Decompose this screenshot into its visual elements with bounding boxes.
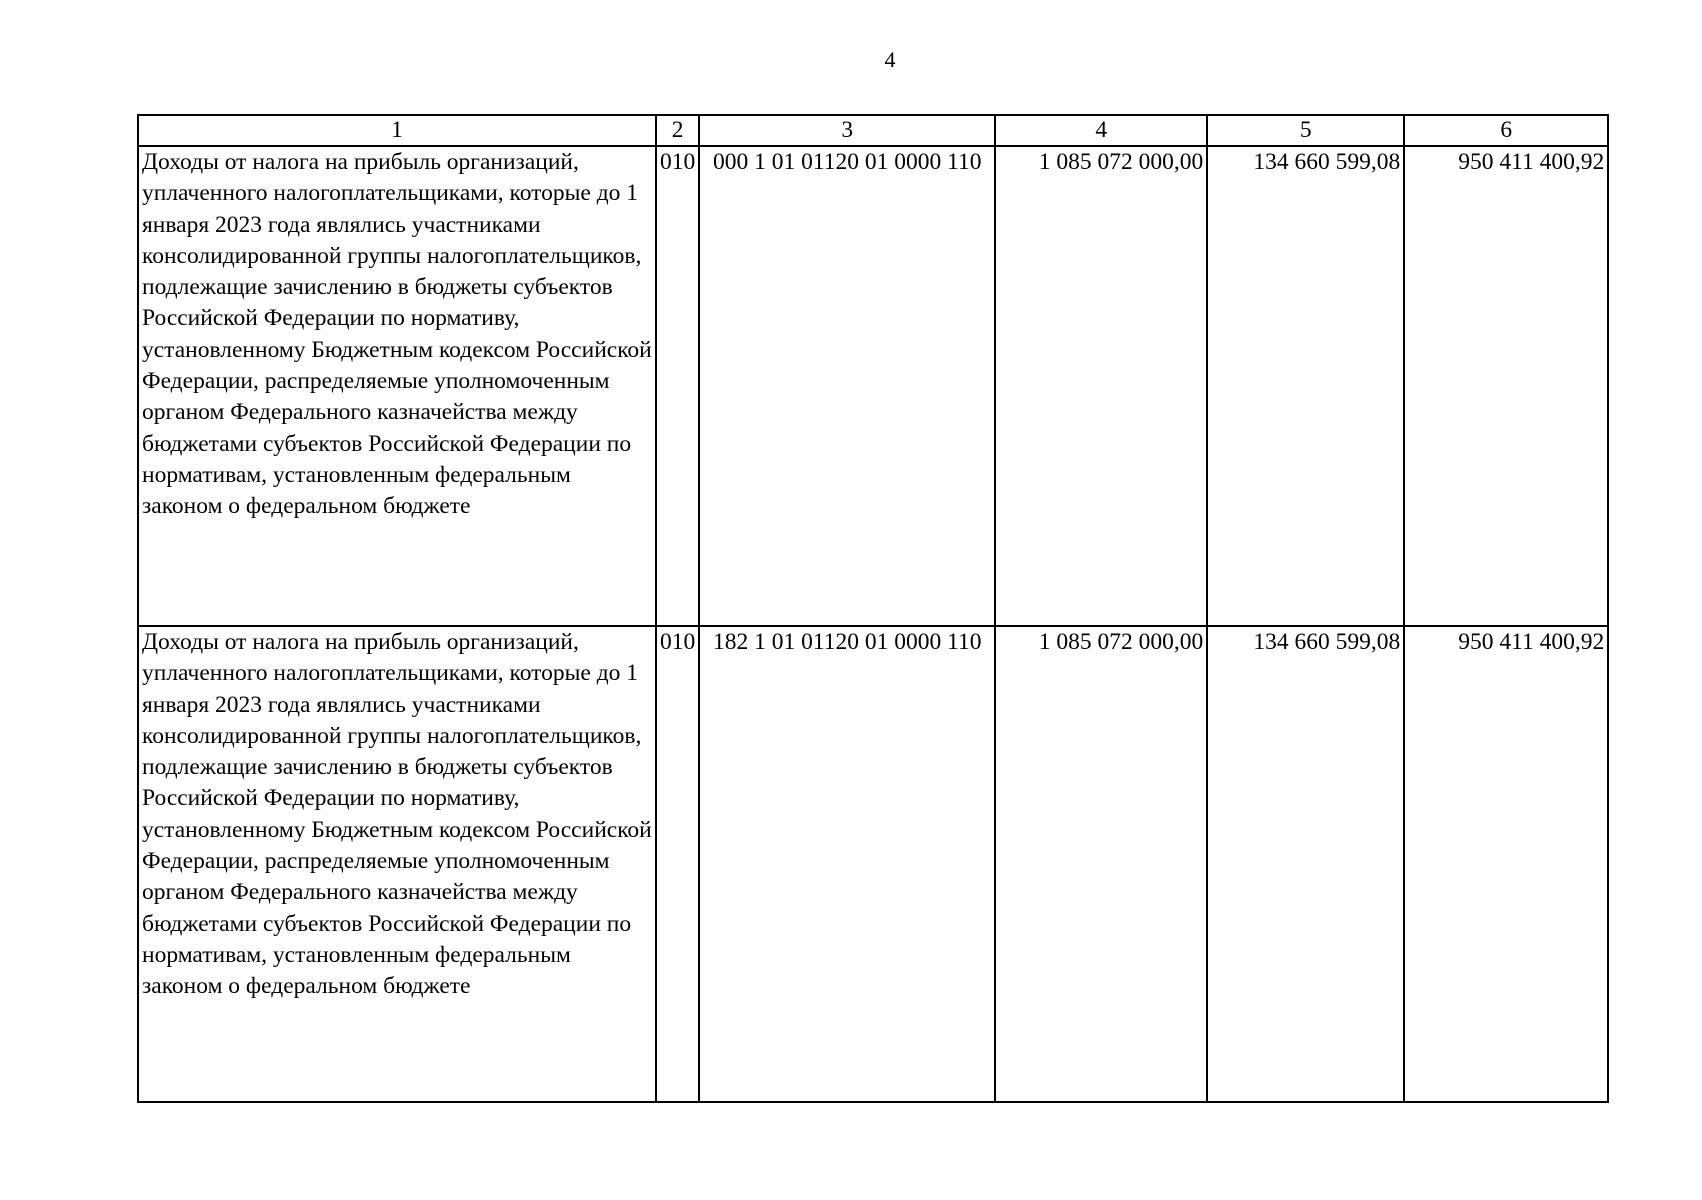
column-number-row [138, 115, 1608, 146]
executed-amount: 134 660 599,08 [1207, 626, 1404, 1102]
column-number-1: 1 [138, 115, 656, 146]
table-row [138, 626, 1608, 1102]
income-classification-code: 182 1 01 01120 01 0000 110 [699, 626, 995, 1102]
unexecuted-amount: 950 411 400,92 [1404, 626, 1608, 1102]
unexecuted-amount: 950 411 400,92 [1404, 146, 1608, 626]
income-table [137, 114, 1609, 1103]
executed-amount: 134 660 599,08 [1207, 146, 1404, 626]
table-row [138, 146, 1608, 626]
income-description: Доходы от налога на прибыль организаций, уплаченного налогоплательщиками, которые до 1 января 2023 года являлись участниками консолидированной группы налогоплательщиков, подлежащие зачислению в бюджеты субъектов Российской Федерации по нормативу, установленному Бюджетным кодексом Российской Федерации, распределяемые уполномоченным органом Федерального казначейства между бюджетами субъектов Российской Федерации по нормативам, установленным федеральным законом о федеральном бюджете [138, 626, 656, 1102]
column-number-3: 3 [699, 115, 995, 146]
column-number-5: 5 [1207, 115, 1404, 146]
income-description: Доходы от налога на прибыль организаций, уплаченного налогоплательщиками, которые до 1 января 2023 года являлись участниками консолидированной группы налогоплательщиков, подлежащие зачислению в бюджеты субъектов Российской Федерации по нормативу, установленному Бюджетным кодексом Российской Федерации, распределяемые уполномоченным органом Федерального казначейства между бюджетами субъектов Российской Федерации по нормативам, установленным федеральным законом о федеральном бюджете [138, 146, 656, 626]
line-code: 010 [656, 146, 699, 626]
approved-amount: 1 085 072 000,00 [995, 626, 1207, 1102]
page-number: 4 [884, 47, 896, 72]
line-code: 010 [656, 626, 699, 1102]
column-number-4: 4 [995, 115, 1207, 146]
column-number-2: 2 [656, 115, 699, 146]
approved-amount: 1 085 072 000,00 [995, 146, 1207, 626]
income-classification-code: 000 1 01 01120 01 0000 110 [699, 146, 995, 626]
column-number-6: 6 [1404, 115, 1608, 146]
